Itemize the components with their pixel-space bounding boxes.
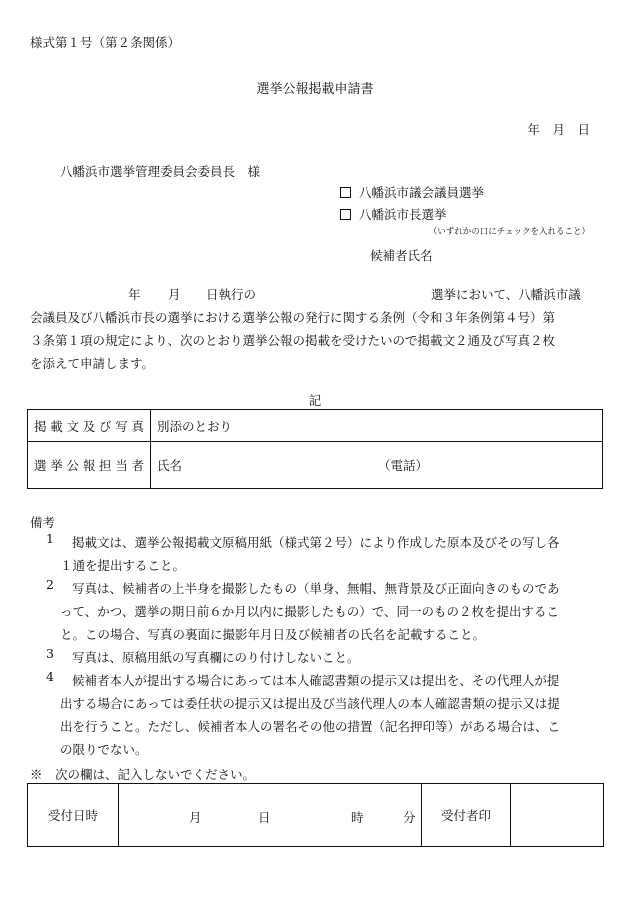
remark-number: 1 [46, 531, 54, 546]
contact-person-field[interactable] [151, 442, 603, 489]
body-year: 年 [128, 287, 141, 302]
application-date: 年 月 日 [527, 122, 590, 137]
page-title: 選挙公報掲載申請書 [256, 82, 374, 97]
body-election: 選挙において、八幡浜市議 [431, 287, 581, 302]
option-mayor-election[interactable] [340, 205, 447, 223]
checkbox-icon[interactable] [340, 209, 351, 220]
remark-number: 2 [46, 577, 54, 592]
receiver-seal-field [511, 784, 604, 847]
body-day-held: 日執行の [206, 287, 257, 302]
form-number: 様式第１号（第２条関係） [30, 35, 181, 50]
remark-number: 3 [46, 646, 54, 661]
remark-text: 候補者本人が提出する場合にあっては本人確認書類の提示又は提出を、その代理人が提 [72, 673, 560, 688]
receipt-datetime-field [119, 784, 422, 847]
candidate-name-label: 候補者氏名 [370, 248, 433, 263]
body-line-4: を添えて申請します。 [30, 356, 155, 371]
table-row [28, 410, 603, 442]
option-city-council-election[interactable] [340, 183, 484, 201]
receipt-month: 月 [189, 810, 202, 825]
receipt-hour: 時 [351, 810, 364, 825]
remark-number: 4 [46, 669, 54, 684]
remark-text: 掲載文は、選挙公報掲載文原稿用紙（様式第２号）により作成した原本及びその写し各 [72, 535, 560, 550]
receipt-day: 日 [258, 810, 271, 825]
remark-text: １通を提出すること。 [60, 558, 186, 573]
info-table [27, 409, 603, 489]
body-month: 月 [168, 287, 181, 302]
receipt-minute: 分 [403, 810, 416, 825]
published-content-label: 掲載文及び写真 [28, 410, 151, 442]
contact-person-label: 選挙公報担当者 [28, 442, 151, 489]
table-row [28, 784, 604, 847]
receipt-table [27, 783, 604, 847]
remarks-heading: 備考 [30, 515, 56, 530]
remark-text: 出する場合にあっては委任状の提示又は提出及び当該代理人の本人確認書類の提示又は提 [60, 696, 560, 711]
table-row [28, 442, 603, 489]
remark-text: の限りでない。 [60, 742, 148, 757]
remark-text: 写真は、候補者の上半身を撮影したもの（単身、無帽、無背景及び正面向きのものであ [72, 581, 560, 596]
ki-heading: 記 [308, 393, 322, 408]
receiver-seal-label: 受付者印 [422, 784, 511, 847]
body-line-3: ３条第１項の規定により、次のとおり選挙公報の掲載を受けたいので掲載文２通及び写真２枚 [30, 333, 556, 348]
remark-text: と。この場合、写真の裏面に撮影年月日及び候補者の氏名を記載すること。 [60, 627, 486, 642]
receipt-date-label: 受付日時 [28, 784, 119, 847]
body-line-2: 会議員及び八幡浜市長の選挙における選挙公報の発行に関する条例（令和３年条例第４号）第 [30, 310, 556, 325]
office-use-notice: ※ 次の欄は、記入しないでください。 [30, 767, 256, 782]
remark-text: 写真は、原稿用紙の写真欄にのり付けしないこと。 [72, 650, 360, 665]
addressee: 八幡浜市選挙管理委員会委員長 様 [60, 164, 261, 179]
published-content-value: 別添のとおり [151, 410, 603, 442]
check-instruction: （いずれかの口にチェックを入れること） [428, 227, 590, 237]
option-label: 八幡浜市長選挙 [359, 207, 447, 222]
contact-name-label: 氏名 [157, 458, 183, 473]
option-label: 八幡浜市議会議員選挙 [359, 185, 485, 200]
contact-phone-label: （電話） [378, 458, 429, 473]
remark-text: って、かつ、選挙の期日前６か月以内に撮影したもの）で、同一のもの２枚を提出するこ [60, 604, 560, 619]
checkbox-icon[interactable] [340, 187, 351, 198]
remark-text: 出を行うこと。ただし、候補者本人の署名その他の措置（記名押印等）がある場合は、こ [60, 719, 561, 734]
